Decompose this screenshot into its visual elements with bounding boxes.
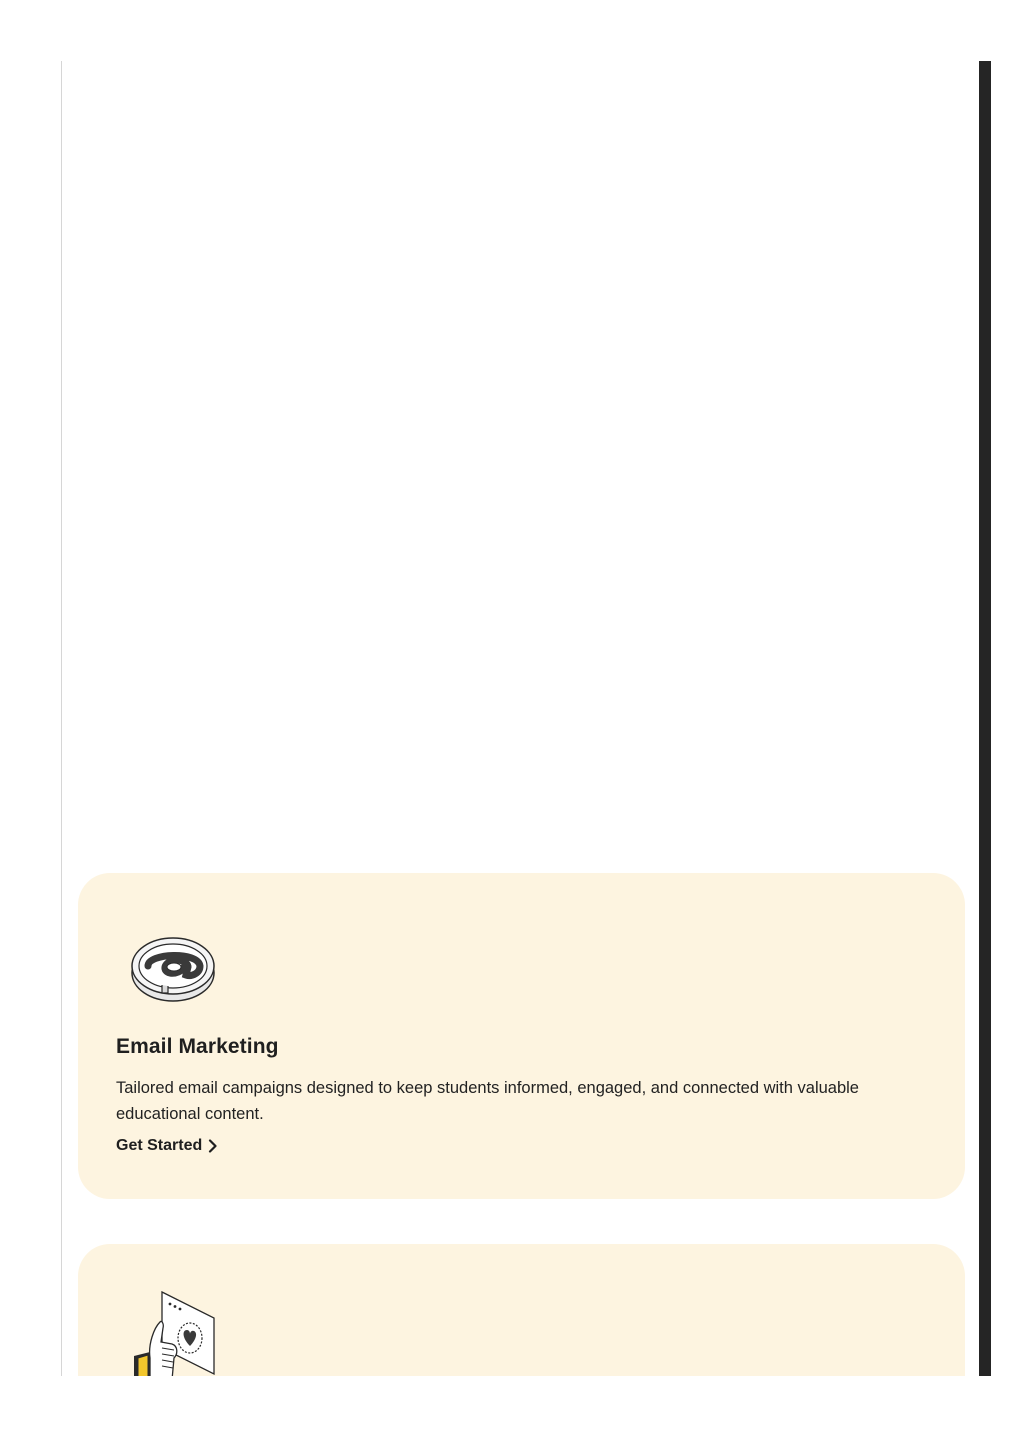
get-started-label: Get Started: [116, 1137, 203, 1154]
at-sign-icon: [128, 933, 218, 1005]
card-description: Tailored email campaigns designed to keep students informed, engaged, and connected with valuable educational content.: [116, 1079, 859, 1123]
thumb-heart-screen-icon: [128, 1288, 218, 1376]
get-started-link[interactable]: [116, 1137, 218, 1155]
vertical-scrollbar[interactable]: [979, 61, 991, 1376]
chevron-right-icon: [208, 1139, 218, 1153]
card-title: Email Marketing: [116, 1035, 279, 1058]
service-card-email-marketing: [78, 873, 965, 1199]
service-card-second: [78, 1244, 965, 1376]
page-viewport: [61, 61, 980, 1376]
